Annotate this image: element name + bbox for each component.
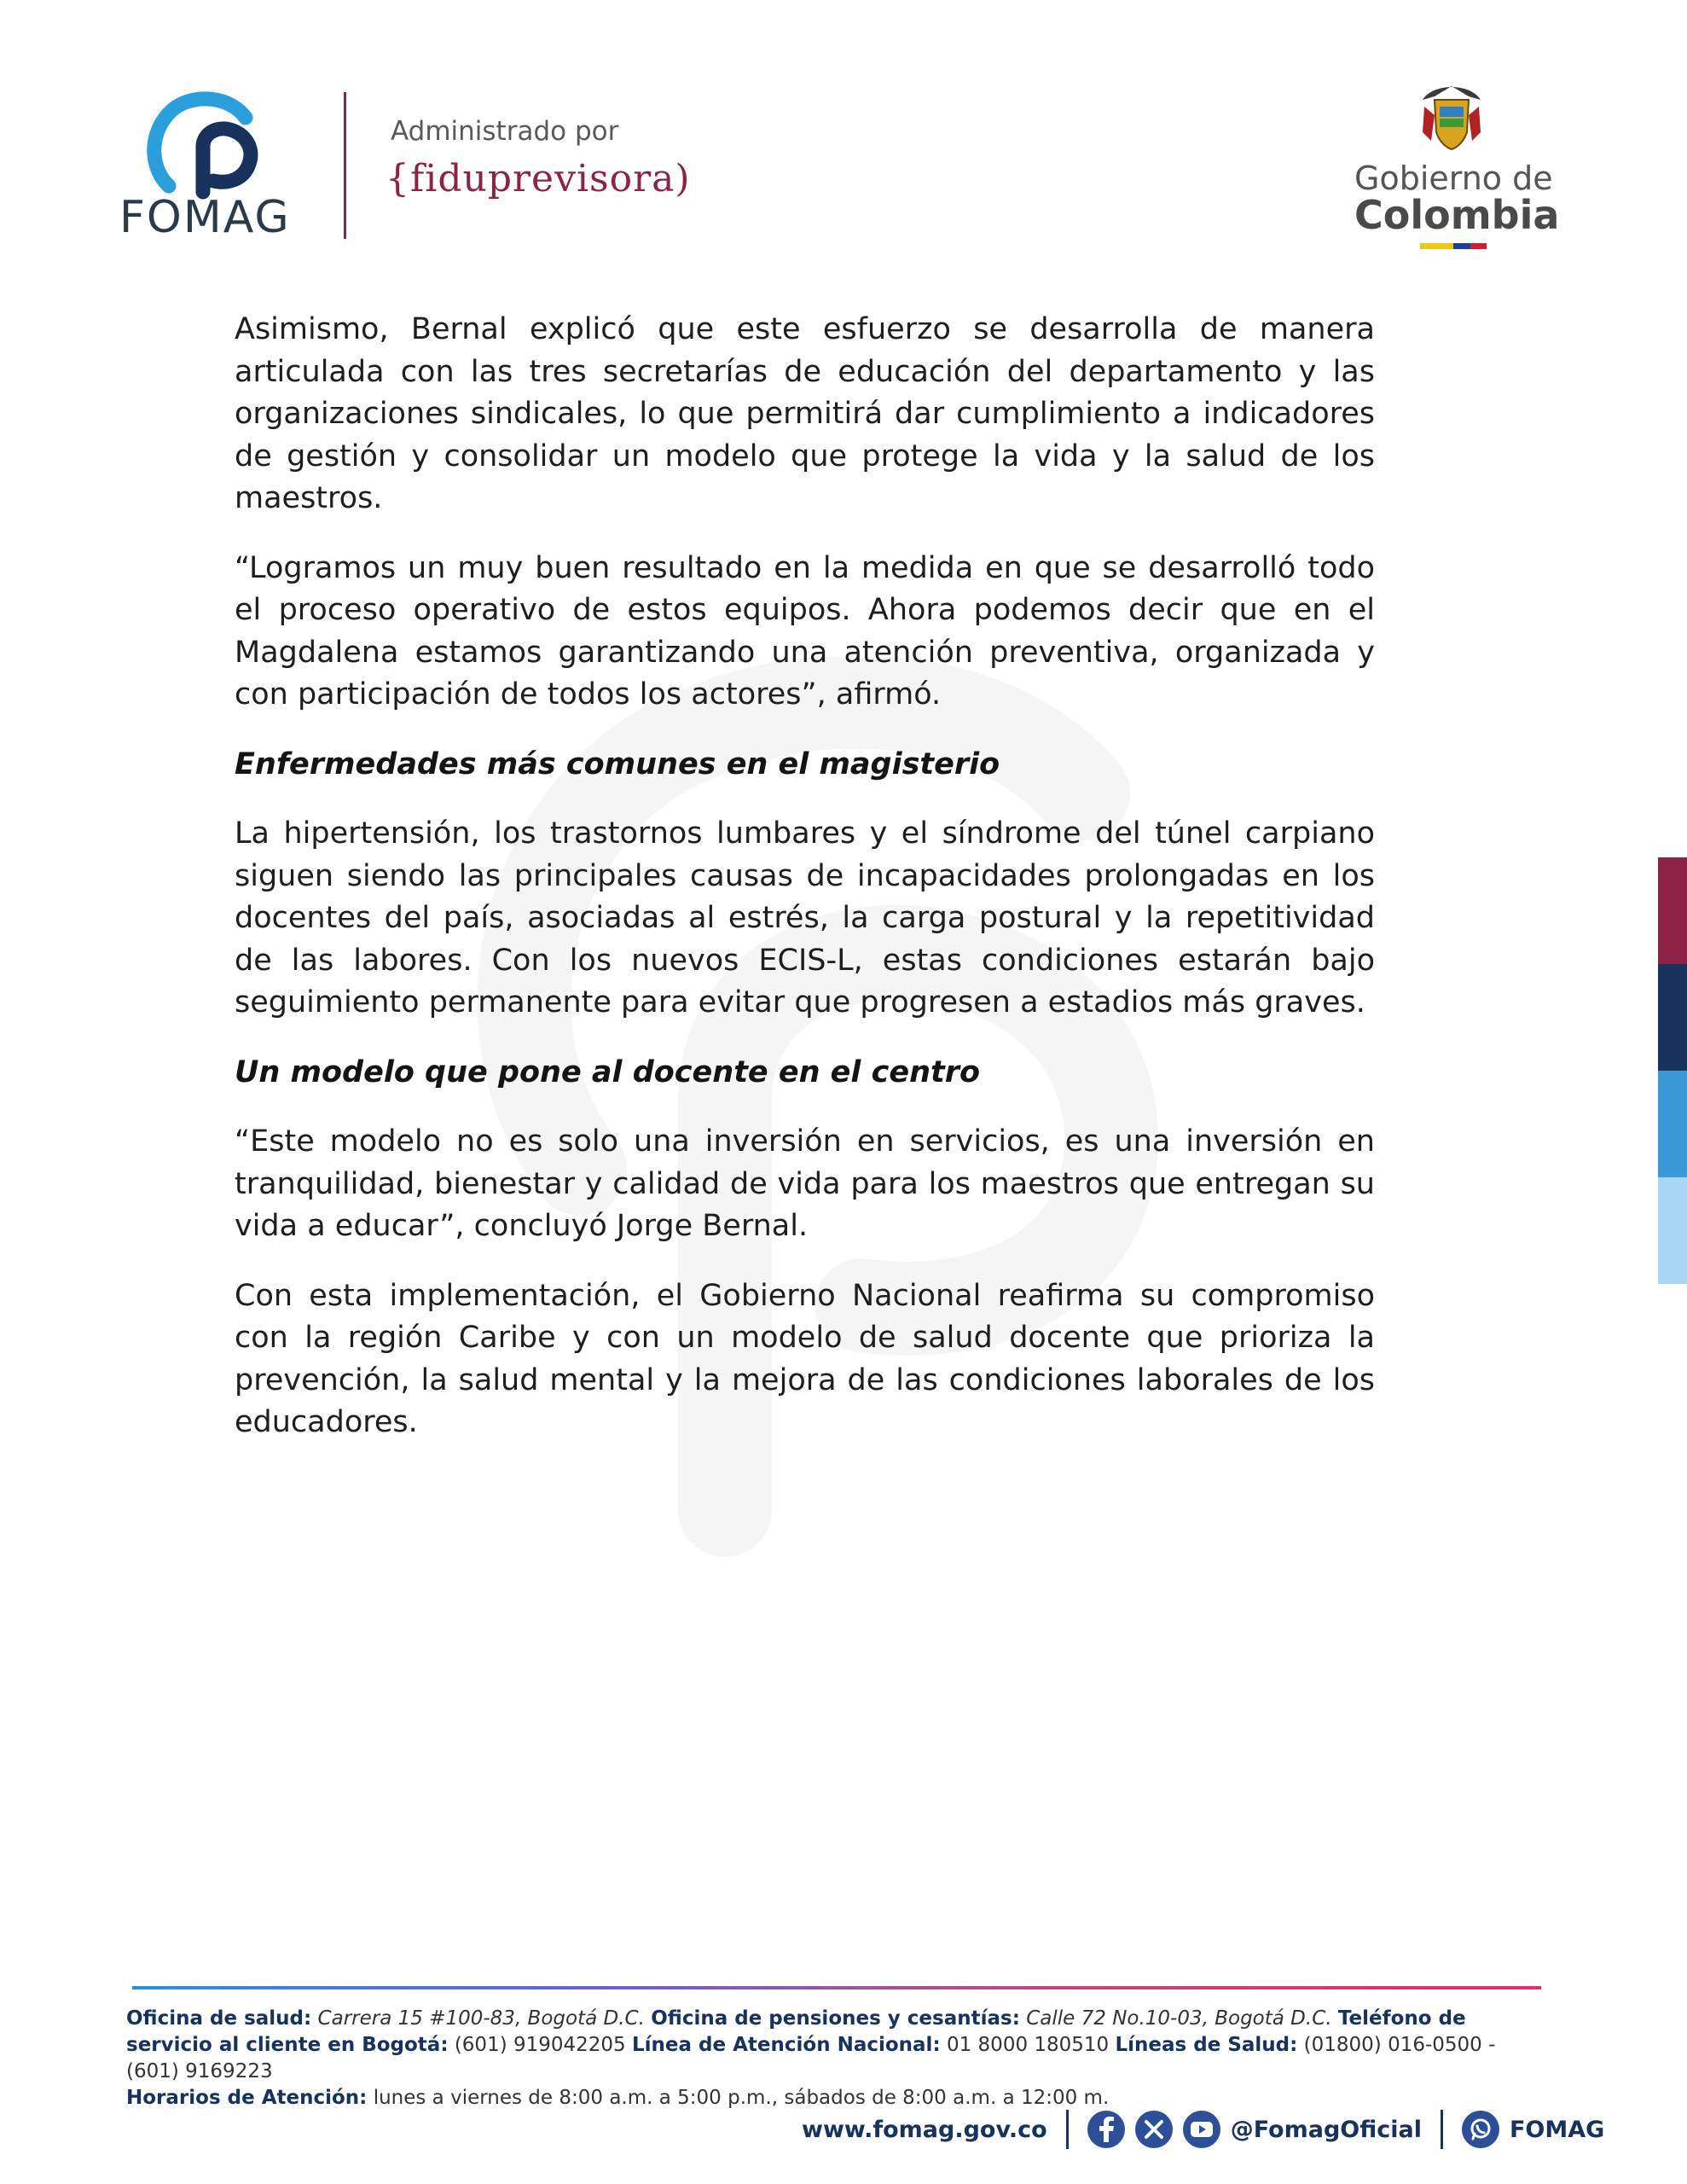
side-bar-wine: [1658, 857, 1687, 964]
linea-nacional-label: Línea de Atención Nacional:: [632, 2034, 941, 2056]
x-icon[interactable]: [1135, 2111, 1173, 2148]
lineas-salud-label: Líneas de Salud:: [1115, 2034, 1298, 2056]
footer-contact-info: [126, 2006, 1546, 2111]
facebook-icon[interactable]: [1087, 2111, 1125, 2148]
telefono-value: (601) 919042205: [454, 2034, 626, 2056]
paragraph-5: Con esta implementación, el Gobierno Nacional reafirma su compromiso con la región Caribe y con un modelo de salud docente que prioriza la prevención, la salud mental y la mejora de las condiciones laborales de los educadores.: [235, 1278, 1375, 1439]
administrado-por-label: Administrado por: [391, 116, 619, 147]
colombia-emblem-icon: [1416, 81, 1487, 158]
website-link[interactable]: www.fomag.gov.co: [802, 2116, 1047, 2143]
paragraph-1: Asimismo, Bernal explicó que este esfuerzo se desarrolla de manera articulada con las tres secretarías de educación del departamento y las organizaciones sindicales, lo que permitirá dar cumplimiento a indicadores de gestión y consolidar un modelo que protege la vida y la salud de los maestros.: [235, 312, 1375, 515]
footer-social-row: [802, 2107, 1604, 2152]
youtube-icon[interactable]: [1183, 2111, 1220, 2148]
footer-separator-2: [1441, 2110, 1443, 2149]
paragraph-4: “Este modelo no es solo una inversión en servicios, es una inversión en tranquilidad, bienestar y calidad de vida para los maestros que entregan su vida a educar”, concluyó Jorge Bernal.: [235, 1124, 1375, 1243]
side-bar-blue: [1658, 1071, 1687, 1177]
linea-nacional-value: 01 8000 180510: [946, 2034, 1110, 2056]
whatsapp-icon[interactable]: [1462, 2111, 1499, 2148]
header-divider: [344, 92, 346, 239]
paragraph-2: “Logramos un muy buen resultado en la medida en que se desarrolló todo el proceso operativo de estos equipos. Ahora podemos decir que en el Magdalena estamos garantizando una atención preventiva, organizada y con participación de todos los actores”, afirmó.: [235, 550, 1375, 712]
salud-label: Oficina de salud:: [126, 2007, 312, 2030]
side-bar-lightblue: [1658, 1177, 1687, 1284]
paragraph-3: La hipertensión, los trastornos lumbares y el síndrome del túnel carpiano siguen siendo las principales causas de incapacidades prolongadas en los docentes del país, asociadas al estrés, la carga postural y la repetitividad de las labores. Con los nuevos ECIS-L, estas condiciones estarán bajo seguimiento permanente para evitar que progresen a estadios más graves.: [235, 816, 1375, 1019]
fiduprevisora-logo: {fiduprevisora): [386, 157, 691, 200]
social-handle[interactable]: @FomagOficial: [1230, 2116, 1422, 2143]
side-color-bars: [1658, 857, 1687, 1284]
footer-separator: [1066, 2110, 1069, 2149]
horarios-value: lunes a viernes de 8:00 a.m. a 5:00 p.m., sábados de 8:00 a.m. a 12:00 m.: [373, 2087, 1110, 2109]
side-bar-navy: [1658, 964, 1687, 1071]
footer-divider: [132, 1986, 1541, 1989]
colombia-flag-bar: [1420, 243, 1487, 249]
fomag-wordmark: FOMAG: [119, 192, 291, 243]
lineas-salud-value: (01800) 016-0500 - (601) 9169223: [126, 2034, 1496, 2082]
pensiones-label: Oficina de pensiones y cesantías:: [651, 2007, 1020, 2030]
section-heading-enfermedades: Enfermedades más comunes en el magisterio: [235, 746, 1000, 781]
horarios-label: Horarios de Atención:: [126, 2087, 368, 2109]
colombia-text: Colombia: [1354, 192, 1560, 238]
gobierno-colombia-logo: [1348, 81, 1560, 260]
salud-value: Carrera 15 #100-83, Bogotá D.C.: [317, 2007, 645, 2030]
section-heading-modelo: Un modelo que pone al docente en el centro: [235, 1054, 981, 1089]
telefono-label: Teléfono de servicio al cliente en Bogotá:: [126, 2007, 1466, 2056]
article-body: [235, 309, 1375, 1472]
pensiones-value: Calle 72 No.10-03, Bogotá D.C.: [1026, 2007, 1332, 2030]
gobierno-de-text: Gobierno de: [1354, 160, 1553, 197]
whatsapp-label[interactable]: FOMAG: [1509, 2116, 1605, 2143]
